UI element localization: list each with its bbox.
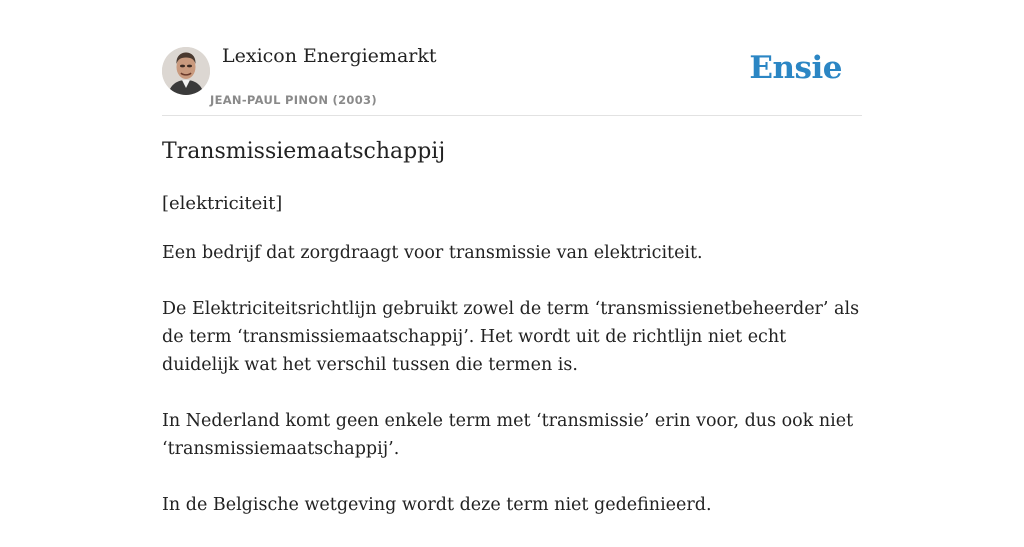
entry-paragraph: Een bedrijf dat zorgdraagt voor transmissie van elektriciteit. [162,243,703,263]
entry-paragraph: In Nederland komt geen enkele term met ‘transmissie’ erin voor, dus ook niet ‘transmissiemaatschappij’. [162,411,854,459]
header [162,0,862,116]
lexicon-title[interactable]: Lexicon Energiemarkt [222,45,437,67]
author-avatar[interactable] [162,47,210,95]
author-portrait-icon [162,47,210,95]
author-name[interactable]: JEAN-PAUL PINON (2003) [210,93,377,107]
entry-paragraph: De Elektriciteitsrichtlijn gebruikt zowel de term ‘transmissienetbeheerder’ als de term ‘transmissiemaatschappij’. Het wordt uit de richtlijn niet echt duidelijk wat het verschil tussen die termen is. [162,299,860,375]
entry-paragraph: In de Belgische wetgeving wordt deze term niet gedefinieerd. [162,495,712,515]
entry-title: Transmissiemaatschappij [162,139,446,164]
entry-body [162,239,862,547]
entry-category: [elektriciteit] [162,193,283,214]
brand-logo[interactable]: Ensie [749,50,842,86]
page [162,0,862,515]
